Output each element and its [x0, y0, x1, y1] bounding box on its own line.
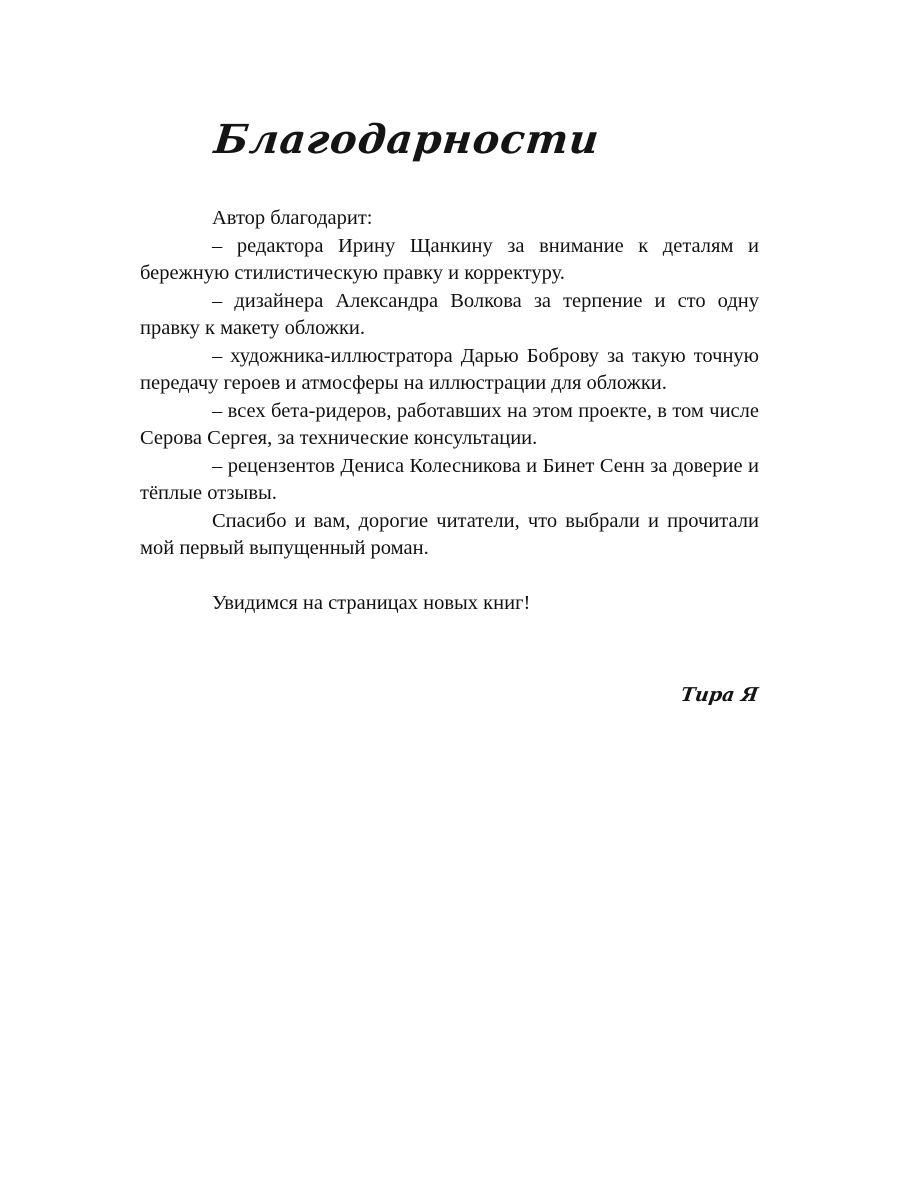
thanks-readers-paragraph: Спасибо и вам, дорогие читатели, что выбрали и прочитали мой первый выпущенный роман. [140, 509, 759, 559]
page-title: Благодарности [212, 116, 602, 163]
intro-paragraph: Автор благодарит: [212, 207, 373, 229]
author-signature: Тира Я [679, 684, 760, 706]
thanks-designer-paragraph: – дизайнера Александра Волкова за терпение и сто одну правку к макету обложки. [140, 289, 759, 339]
farewell-paragraph: Увидимся на страницах новых книг! [212, 592, 531, 614]
thanks-beta-readers-paragraph: – всех бета-ридеров, работавших на этом проекте, в том числе Серова Сергея, за технические консультации. [140, 399, 759, 449]
thanks-illustrator-paragraph: – художника-иллюстратора Дарью Боброву за такую точную передачу героев и атмосферы на иллюстрации для обложки. [140, 344, 759, 394]
acknowledgements-body [140, 205, 759, 618]
thanks-reviewers-paragraph: – рецензентов Дениса Колесникова и Бинет Сенн за доверие и тёплые отзывы. [140, 454, 759, 504]
thanks-editor-paragraph: – редактора Ирину Щанкину за внимание к деталям и бережную стилистическую правку и корректуру. [140, 234, 759, 284]
